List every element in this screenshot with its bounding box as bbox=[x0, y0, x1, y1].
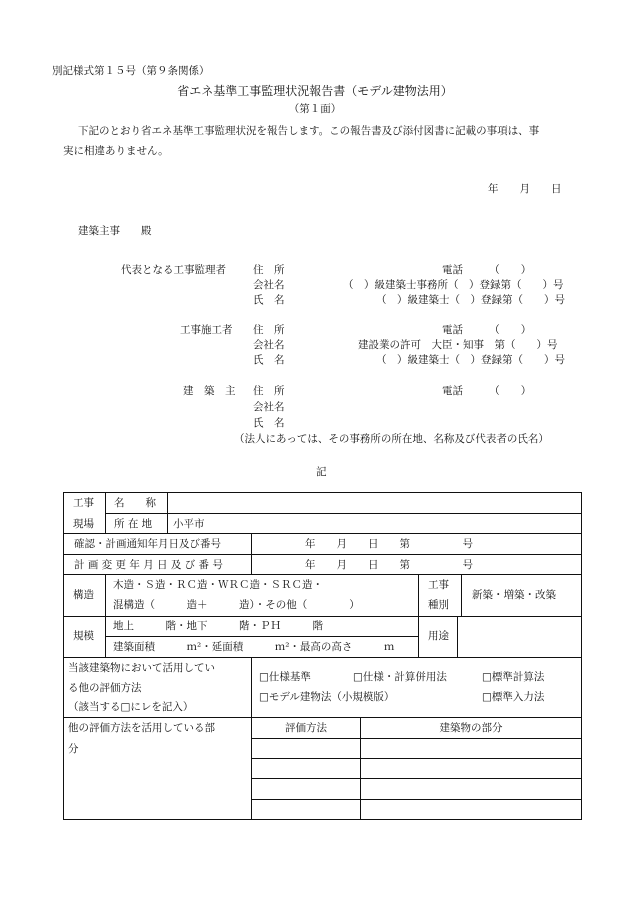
supervisor-name-registration: （ ）級建築士（ ）登録第（ ）号 bbox=[376, 294, 565, 306]
form-number: 別記様式第１５号（第９条関係） bbox=[52, 65, 210, 77]
owner-note: （法人にあっては、その事務所の所在地、名称及び代表者の氏名） bbox=[234, 433, 549, 445]
use-label: 用途 bbox=[428, 630, 449, 642]
eval-label-3: （該当する□にレを記入） bbox=[68, 701, 194, 713]
scale-areas: 建築面積 ｍ²・延面積 ｍ²・最高の高さ ｍ bbox=[113, 641, 395, 653]
confirm-date-value: 年 月 日 第 号 bbox=[305, 538, 473, 550]
site-name-label: 名 称 bbox=[114, 497, 156, 509]
supervisor-address-label: 住 所 bbox=[253, 264, 285, 276]
contractor-license: 建設業の許可 大臣・知事 第（ ）号 bbox=[358, 339, 558, 351]
structure-options-line-2: 混構造（ 造＋ 造）・その他（ ） bbox=[113, 599, 360, 611]
contractor-name-registration: （ ）級建築士（ ）登録第（ ）号 bbox=[376, 354, 565, 366]
addressee: 建築主事 殿 bbox=[78, 225, 152, 237]
other-method-label-1: 他の評価方法を活用している部 bbox=[68, 722, 215, 734]
scale-label: 規模 bbox=[73, 630, 94, 642]
contractor-heading: 工事施工者 bbox=[180, 324, 233, 336]
eval-option-model-small[interactable]: □モデル建物法（小規模版） bbox=[259, 691, 395, 703]
contractor-phone: 電話 （ ） bbox=[442, 324, 532, 336]
eval-option-standard-input[interactable]: □標準入力法 bbox=[482, 691, 545, 703]
contractor-company-label: 会社名 bbox=[253, 339, 285, 351]
supervisor-heading: 代表となる工事監理者 bbox=[121, 264, 226, 276]
site-location-label: 所 在 地 bbox=[114, 518, 153, 530]
eval-option-standard-calc[interactable]: □標準計算法 bbox=[482, 671, 545, 683]
work-type-options: 新築・増築・改築 bbox=[472, 589, 556, 601]
page-label: （第１面） bbox=[288, 103, 342, 115]
intro-line-2: 実に相違ありません。 bbox=[63, 145, 169, 157]
supervisor-company-label: 会社名 bbox=[253, 279, 285, 291]
eval-option-spec-standard[interactable]: □仕様基準 bbox=[259, 671, 311, 683]
supervisor-company-registration: （ ）級建築士事務所（ ）登録第（ ）号 bbox=[343, 279, 564, 291]
ki-mark: 記 bbox=[316, 466, 327, 478]
scale-floors: 地上 階・地下 階・ＰＨ 階 bbox=[113, 620, 323, 632]
col-header-part: 建築物の部分 bbox=[439, 722, 503, 734]
structure-label: 構造 bbox=[73, 589, 94, 601]
eval-label-2: る他の評価方法 bbox=[68, 682, 142, 694]
report-date: 年 月 日 bbox=[488, 183, 562, 195]
site-label-1: 工事 bbox=[73, 497, 94, 509]
change-date-label: 計 画 変 更 年 月 日 及 び 番 号 bbox=[74, 559, 223, 571]
owner-name-label: 氏 名 bbox=[253, 417, 285, 429]
work-type-label-1: 工事 bbox=[428, 579, 449, 591]
owner-address-label: 住 所 bbox=[253, 385, 285, 397]
owner-heading: 建 築 主 bbox=[183, 385, 236, 397]
contractor-name-label: 氏 名 bbox=[253, 354, 285, 366]
contractor-address-label: 住 所 bbox=[253, 324, 285, 336]
structure-options-line-1: 木造・Ｓ造・ＲＣ造・ＷＲＣ造・ＳＲＣ造・ bbox=[113, 579, 323, 591]
owner-phone: 電話 （ ） bbox=[442, 385, 532, 397]
supervisor-name-label: 氏 名 bbox=[253, 294, 285, 306]
work-type-label-2: 種別 bbox=[428, 599, 449, 611]
site-label-2: 現場 bbox=[73, 518, 94, 530]
site-location-value: 小平市 bbox=[173, 518, 205, 530]
supervisor-phone: 電話 （ ） bbox=[442, 264, 532, 276]
change-date-value: 年 月 日 第 号 bbox=[305, 559, 473, 571]
eval-label-1: 当該建築物において活用してい bbox=[68, 662, 215, 674]
owner-company-label: 会社名 bbox=[253, 401, 285, 413]
confirm-date-label: 確認・計画通知年月日及び番号 bbox=[74, 538, 221, 550]
other-method-label-2: 分 bbox=[68, 743, 79, 755]
page-title: 省エネ基準工事監理状況報告書（モデル建物法用） bbox=[177, 84, 453, 98]
col-header-method: 評価方法 bbox=[285, 722, 327, 734]
eval-option-spec-calc-combined[interactable]: □仕様・計算併用法 bbox=[353, 671, 447, 683]
intro-line-1: 下記のとおり省エネ基準工事監理状況を報告します。この報告書及び添付図書に記載の事項は、事 bbox=[78, 125, 540, 137]
